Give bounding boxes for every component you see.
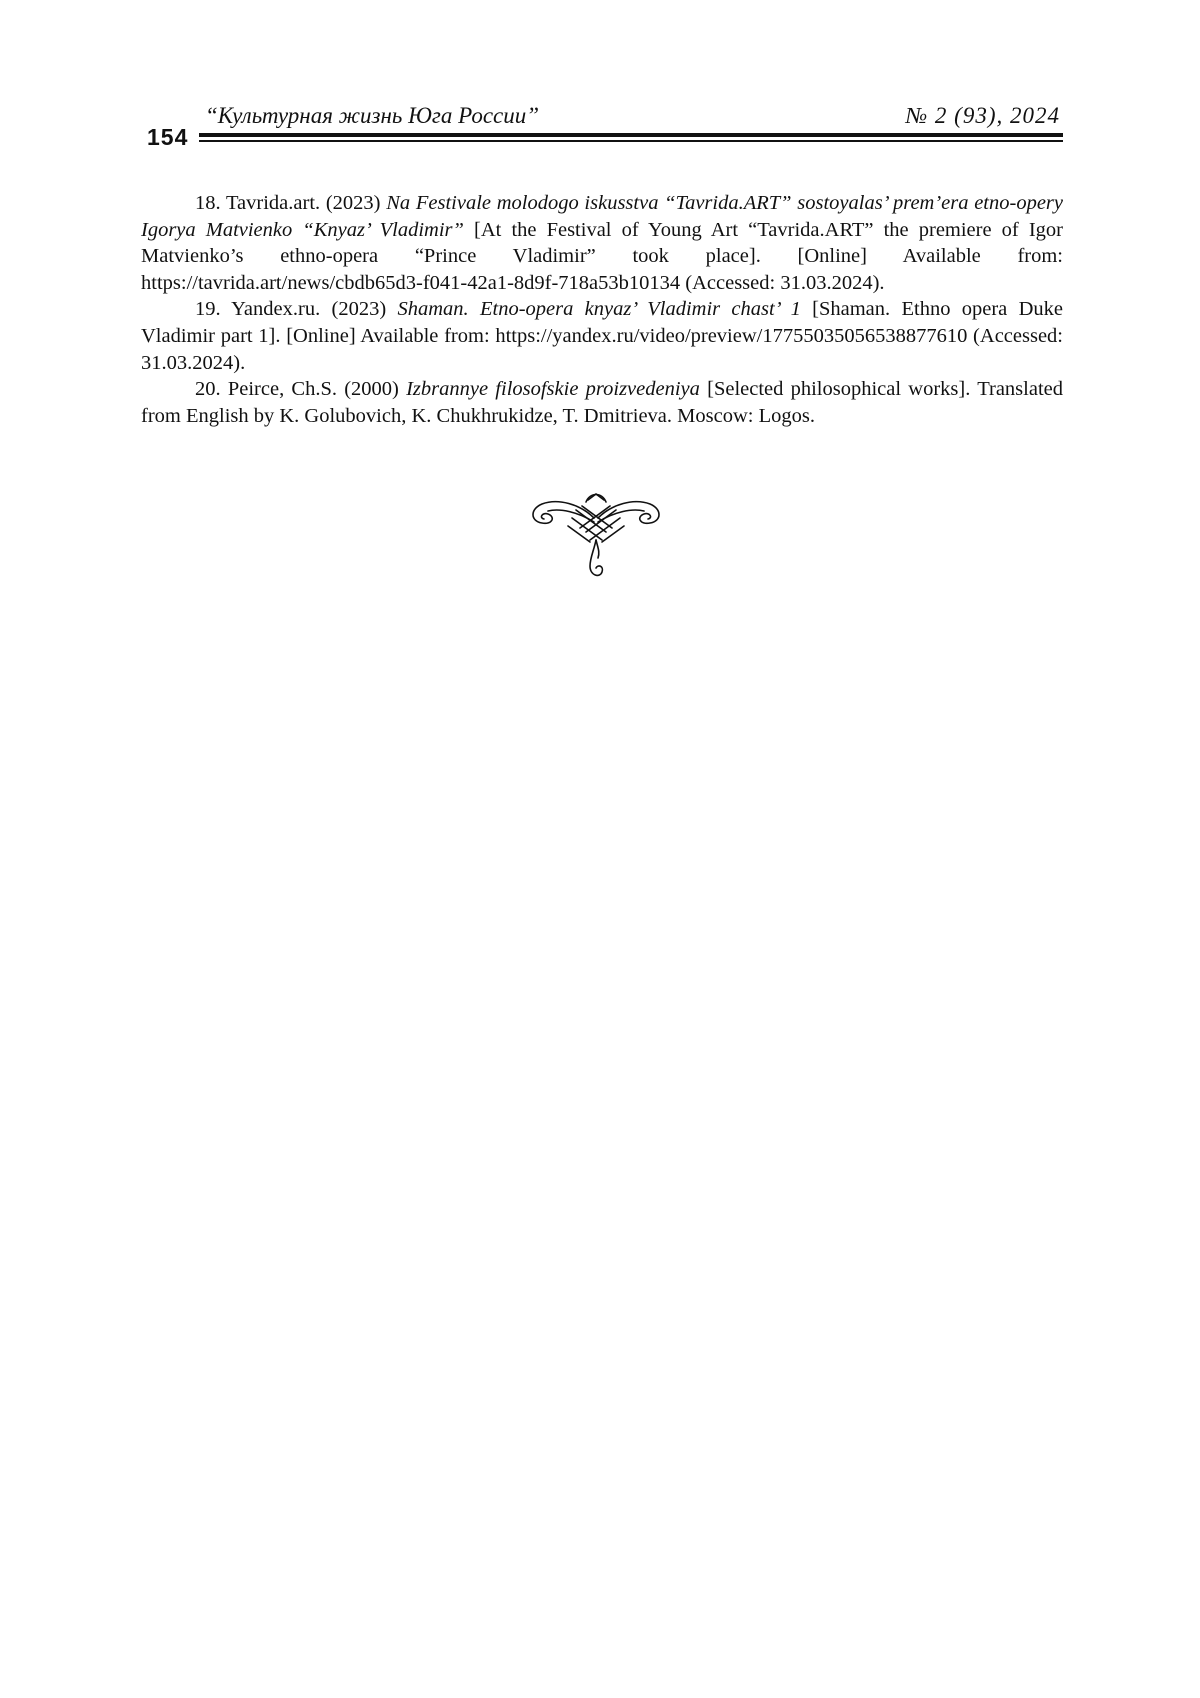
reference-suffix: [Shaman. Ethno opera Duke Vladimir part 1]. [Online] Available from: https://yandex.ru/video/preview/17755035056538877610 (Accessed: 31.03.2024). [141, 298, 1064, 374]
reference-prefix: 20. Peirce, Ch.S. (2000) [195, 378, 407, 401]
reference-title: Na Festivale molodogo iskusstva “Tavrida.ART” sostoyalas’ prem’era etno-opery Igorya Matvienko “Knyaz’ Vladimir” [141, 192, 1064, 241]
page-number: 154 [147, 124, 189, 150]
reference-prefix: 18. Tavrida.art. (2023) [195, 192, 387, 214]
issue-number: № 2 (93), 2024 [905, 103, 1060, 128]
reference-suffix: [Selected philosophical works]. Translated from English by K. Golubovich, K. Chukhrukidze, T. Dmitrieva. Moscow: Logos. [141, 378, 1063, 427]
celtic-knot-flourish-icon [528, 488, 664, 580]
journal-title: “Культурная жизнь Юга России” [205, 103, 540, 128]
reference-prefix: 19. Yandex.ru. (2023) [195, 298, 398, 321]
header-rule-thick [199, 133, 1063, 137]
header-rule-thin [199, 140, 1063, 142]
reference-title: Izbrannye filosofskie proizvedeniya [406, 378, 700, 401]
reference-list [141, 190, 1063, 429]
reference-item [141, 296, 1063, 376]
reference-suffix: [At the Festival of Young Art “Tavrida.ART” the premiere of Igor Matvienko’s ethno-opera “Prince Vladimir” took place]. [Online] Available from: https://tavrida.art/news/cbdb65d3-f041-42a1-8d9f-718a53b10134 (Accessed: 31.03.2024). [141, 218, 1063, 294]
reference-item [141, 376, 1063, 429]
reference-title: Shaman. Etno-opera knyaz’ Vladimir chast’ 1 [397, 298, 801, 321]
reference-item [141, 190, 1063, 296]
